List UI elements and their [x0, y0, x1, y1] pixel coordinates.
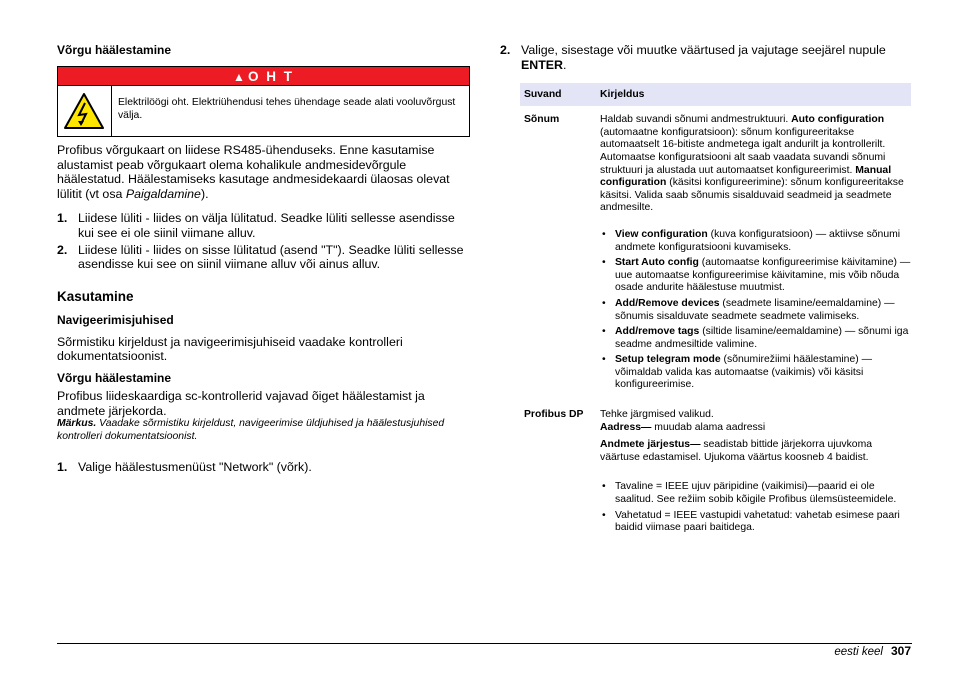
intro-paragraph: Profibus võrgukaart on liidese RS485-ühenduseks. Enne kasutamise alustamist peab võrgukaart olema kohalikule andmesidevõrgule häälestatud. Häälestamiseks kasutage andmesidekaardi ülaosas olevat lülitit (vt osa Paigaldamine).: [57, 143, 450, 201]
note: Märkus. Vaadake sõrmistiku kirjeldust, navigeerimise üldjuhised ja häälestusjuhised kontrolleri dokumentatsioonist.: [57, 418, 445, 442]
warning-triangle-icon: ▲: [233, 70, 245, 84]
warning-header: [58, 67, 469, 86]
footer-rule: [57, 643, 912, 644]
list-item: • Add/remove tags (siltide lisamine/eemaldamine) — sõnumi iga seadme andmesiltide valimine.: [602, 326, 909, 350]
table-row: [520, 409, 911, 535]
electric-shock-hazard-icon: [58, 86, 112, 136]
list-item: • View configuration (kuva konfiguratsioon) — aktiivse sõnumi andmete konfiguratsiooni kuvamiseks.: [602, 228, 901, 253]
right-column: [500, 43, 912, 535]
subsection-title-network-setup: Võrgu häälestamine: [57, 370, 172, 385]
left-column: [57, 43, 470, 475]
network-paragraph: Profibus liideskaardiga sc-kontrollerid vajavad õiget häälestamist ja andmete järjekorda.: [57, 388, 425, 418]
option-name: Sõnum: [524, 114, 560, 126]
list-item: • Tavaline = IEEE ujuv päripidine (vaikimisi)—paarid ei ole saalitud. See režiim sobib kõigile Profibus ülemsüsteemidele.: [602, 481, 897, 506]
page-footer: [834, 644, 911, 659]
network-steps-list: [57, 460, 470, 475]
option-name: Profibus DP: [524, 409, 584, 421]
navigation-paragraph: Sõrmistiku kirjeldust ja navigeerimisjuhiseid vaadake kontrolleri dokumentatsioonist.: [57, 334, 403, 364]
warning-text: Elektrilöögi oht. Elektriühendusi tehes ühendage seade alati vooluvõrgust välja.: [117, 97, 456, 121]
warning-label: O H T: [247, 69, 294, 84]
data-order-options-list: [600, 481, 911, 534]
list-item: 1. Liidese lüliti - liides on välja lülitatud. Seadke lüliti sellesse asendisse kui see ei ole siinil viimane alluv.: [57, 211, 455, 240]
list-item: • Setup telegram mode (sõnumirežiimi häälestamine) — võimaldab valida kas automaatse (vaikimis) või käsitsi konfigureerimise.: [602, 354, 872, 391]
reference-installation: Paigaldamine: [125, 186, 201, 201]
list-item: 2. Valige, sisestage või muutke väärtused ja vajutage seejärel nupule ENTER.: [500, 43, 886, 72]
column-header-option: Suvand: [524, 89, 562, 101]
message-options-list: [600, 229, 911, 392]
table-row: [520, 114, 911, 392]
option-description: Tehke järgmised valikud. Aadress— muudab alama aadressi Andmete järjestus— seadistab bittide järjekorra ujuvkoma väärtuse edastamisel. Ujukoma väärtus koosneb 4 baidist. • Tavaline = IEEE ujuv päripidine (vaikimisi)—paarid ei ole saalitud. See režiim sobib kõigile Profibus ülemsüsteemidele. • Vahetatud = IEEE vastupidi vahetatud: vahetab esimese paari baidid viimase paari baitidega.: [600, 409, 911, 535]
note-label: Märkus.: [57, 418, 97, 430]
footer-language: eesti keel: [834, 646, 883, 658]
page-number: 307: [890, 644, 911, 658]
network-steps-list-continued: [500, 43, 912, 72]
column-header-description: Kirjeldus: [600, 89, 645, 101]
switch-steps-list: [57, 211, 470, 271]
list-item: 1. Valige häälestusmenüüst "Network" (võrk).: [57, 460, 312, 475]
options-table: [520, 83, 911, 535]
list-item: • Start Auto config (automaatse konfigureerimise käivitamine) — uue automaatse konfigureerimise käivitamine, mis võib nõuda osade andurite häälestuse muutmist.: [602, 257, 911, 294]
table-header: [520, 83, 911, 106]
section-title-network-setup: Võrgu häälestamine: [57, 43, 172, 57]
option-description: Haldab suvandi sõnumi andmestruktuuri. Auto configuration (automaatne konfiguratsioon): sõnum konfigureeritakse automaatselt 16-bitiste andmetega igalt andurilt ja kontrollerilt. Automaatse konfiguratsiooni alt saab vaadata suvandi sõnumi struktuuri ja alustada uut automaatset konfigureerimist. Manual configuration (käsitsi konfigureerimine): sõnum konfigureeritakse käsitsi. Valida saab sõnumis sisalduvaid seadmeid ja seadmete andmesilte. • View configuration (kuva konfiguratsioon) — aktiivse sõnumi andmete konfiguratsiooni kuvamiseks. • Start Auto config (automaatse konfigureerimise käivitamine) — uue automaatse konfigureerimise käivitamine, mis võib nõuda osade andurite häälestuse muutmist. • Add/Remove devices (seadmete lisamine/eemaldamine) — sõnumis sisalduvate seadmete seadmete valimiseks. • Add/remove tags (siltide lisamine/eemaldamine) — sõnumi iga seadme andmesiltide valimine. • Setup telegram mode (sõnumirežiimi häälestamine) — võimaldab valida kas automaatse (vaikimis) või käsitsi konfigureerimise.: [600, 114, 911, 391]
section-title-usage: Kasutamine: [57, 288, 134, 304]
list-item: • Vahetatud = IEEE vastupidi vahetatud: vahetab esimese paari baidid viimase paari baitidega.: [602, 509, 900, 534]
warning-box: [57, 66, 470, 137]
list-item: 2. Liidese lüliti - liides on sisse lülitatud (asend "T"). Seadke lüliti sellesse asendisse kui see on siinil viimane alluv või ainus alluv.: [57, 242, 464, 272]
subsection-title-navigation: Navigeerimisjuhised: [57, 312, 174, 327]
list-item: • Add/Remove devices (seadmete lisamine/eemaldamine) — sõnumis sisalduvate seadmete seadmete valimiseks.: [602, 297, 895, 322]
